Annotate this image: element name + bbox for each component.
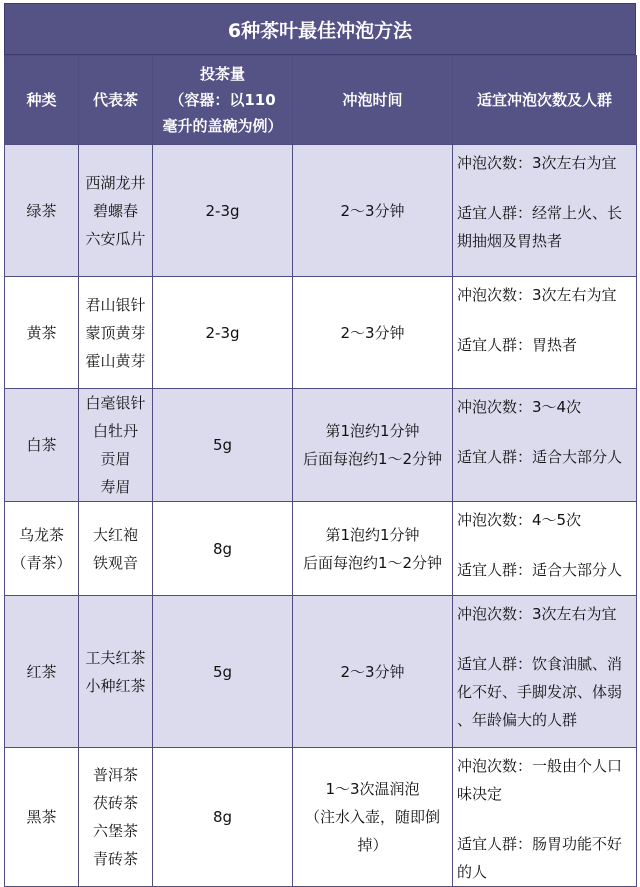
representative-tea: 六堡茶	[92, 822, 138, 840]
tea-type-cell	[5, 277, 79, 389]
table-row	[5, 596, 637, 748]
tea-type: 黄茶	[26, 323, 57, 342]
brew-time-line: 掉）	[357, 836, 388, 854]
brew-count-line: 味决定	[457, 785, 503, 803]
representative-tea: 蒙顶黄芽	[85, 323, 146, 342]
suitable-people-line: 适宜人群：肠胃功能不好	[457, 835, 623, 853]
representative-tea: 碧螺春	[92, 201, 138, 220]
header-time: 冲泡时间	[293, 56, 453, 145]
representative-tea: 铁观音	[92, 553, 138, 572]
spacer	[457, 534, 634, 556]
representative-tea: 君山银针	[85, 295, 146, 314]
tea-type: 红茶	[26, 662, 57, 681]
brew-time-line: 2～3分钟	[340, 323, 405, 342]
brew-time-cell	[293, 596, 453, 748]
table-title: 6种茶叶最佳冲泡方法	[4, 3, 636, 55]
brew-count-text	[457, 281, 634, 309]
brew-count-line: 冲泡次数：3次左右为宜	[457, 286, 617, 304]
tea-amount-cell: 5g	[153, 596, 293, 748]
header-amount-line: 投茶量	[199, 65, 245, 83]
table-row	[5, 502, 637, 596]
representative-tea: 大红袍	[92, 525, 138, 544]
brew-count-line: 冲泡次数：一般由个人口	[457, 757, 623, 775]
representative-tea: 茯砖茶	[92, 794, 138, 812]
table-row	[5, 145, 637, 277]
brew-count-line: 冲泡次数：3次左右为宜	[457, 154, 617, 172]
suitable-people-text	[457, 556, 634, 584]
tea-type: 白茶	[26, 436, 57, 454]
brew-count-text	[457, 149, 634, 177]
brew-count-line: 冲泡次数：3次左右为宜	[457, 605, 617, 623]
suitable-people-line: 适宜人群：适合大部分人	[457, 448, 623, 466]
tea-type: （青茶）	[11, 553, 72, 572]
tea-brewing-table-container	[4, 3, 636, 879]
brew-time-cell	[293, 389, 453, 502]
brew-time-line: 2～3分钟	[340, 662, 405, 681]
suitable-people-text	[457, 830, 634, 886]
representative-tea: 六安瓜片	[85, 229, 146, 248]
suitable-people-line: 、年龄偏大的人群	[457, 711, 578, 729]
brew-time-cell	[293, 145, 453, 277]
representative-tea: 小种红茶	[85, 676, 146, 695]
tea-type: 乌龙茶	[18, 525, 64, 544]
tea-type-cell	[5, 596, 79, 748]
representative-tea-cell	[79, 748, 153, 887]
table-row	[5, 389, 637, 502]
tea-amount-cell: 8g	[153, 502, 293, 596]
representative-tea-cell	[79, 596, 153, 748]
representative-tea: 普洱茶	[92, 766, 138, 784]
suitability-cell	[453, 596, 637, 748]
brew-time-cell	[293, 502, 453, 596]
suitable-people-line: 适宜人群：胃热者	[457, 336, 578, 354]
header-amount-line: （容器：以110	[169, 91, 276, 109]
suitability-cell	[453, 145, 637, 277]
brew-time-line: 后面每泡约1～2分钟	[302, 450, 443, 468]
brew-time-line: 后面每泡约1～2分钟	[302, 553, 443, 572]
brew-count-text	[457, 393, 634, 421]
suitable-people-line: 适宜人群：饮食油腻、消	[457, 655, 623, 673]
tea-amount-cell: 5g	[153, 389, 293, 502]
header-suit: 适宜冲泡次数及人群	[453, 56, 637, 145]
brew-time-line: 第1泡约1分钟	[325, 525, 420, 544]
representative-tea: 寿眉	[100, 478, 131, 496]
brew-count-line: 冲泡次数：4～5次	[457, 511, 582, 529]
representative-tea: 霍山黄芽	[85, 351, 146, 370]
representative-tea-cell	[79, 277, 153, 389]
brew-time-line: （注水入壶，随即倒	[304, 808, 440, 826]
tea-amount-cell: 2-3g	[153, 277, 293, 389]
tea-type: 绿茶	[26, 201, 57, 220]
brew-time-line: 2～3分钟	[340, 201, 405, 220]
representative-tea: 白牡丹	[92, 422, 138, 440]
representative-tea-cell	[79, 389, 153, 502]
spacer	[457, 177, 634, 199]
suitable-people-text	[457, 443, 634, 471]
tea-type-cell	[5, 145, 79, 277]
representative-tea: 工夫红茶	[85, 648, 146, 667]
tea-type-cell	[5, 389, 79, 502]
brew-count-line: 冲泡次数：3～4次	[457, 398, 582, 416]
suitable-people-line: 适宜人群：适合大部分人	[457, 561, 623, 579]
tea-amount-cell: 8g	[153, 748, 293, 887]
representative-tea-cell	[79, 502, 153, 596]
tea-type-cell	[5, 502, 79, 596]
brew-count-text	[457, 752, 634, 808]
suitable-people-line: 化不好、手脚发凉、体弱	[457, 683, 623, 701]
brew-time-line: 1～3次温润泡	[325, 780, 420, 798]
spacer	[457, 421, 634, 443]
suitable-people-text	[457, 331, 634, 359]
tea-type-cell	[5, 748, 79, 887]
suitability-cell	[453, 277, 637, 389]
representative-tea: 西湖龙井	[85, 173, 146, 192]
suitability-cell	[453, 502, 637, 596]
spacer	[457, 309, 634, 331]
suitable-people-line: 适宜人群：经常上火、长	[457, 204, 623, 222]
brew-time-cell	[293, 277, 453, 389]
header-amount	[153, 56, 293, 145]
suitability-cell	[453, 748, 637, 887]
header-tea: 代表茶	[79, 56, 153, 145]
table-row	[5, 277, 637, 389]
tea-type: 黑茶	[26, 808, 57, 826]
brew-count-text	[457, 600, 634, 628]
suitable-people-line: 期抽烟及胃热者	[457, 232, 563, 250]
suitable-people-text	[457, 650, 634, 734]
tea-amount-cell: 2-3g	[153, 145, 293, 277]
table-row	[5, 748, 637, 887]
spacer	[457, 808, 634, 830]
brew-time-line: 第1泡约1分钟	[325, 422, 420, 440]
suitable-people-text	[457, 199, 634, 255]
representative-tea: 贡眉	[100, 450, 131, 468]
brew-time-cell	[293, 748, 453, 887]
suitability-cell	[453, 389, 637, 502]
representative-tea: 白毫银针	[85, 394, 146, 412]
tea-brewing-table	[4, 55, 637, 887]
header-row	[5, 56, 637, 145]
brew-count-text	[457, 506, 634, 534]
header-amount-line: 毫升的盖碗为例）	[162, 117, 283, 135]
spacer	[457, 628, 634, 650]
header-type: 种类	[5, 56, 79, 145]
representative-tea-cell	[79, 145, 153, 277]
suitable-people-line: 的人	[457, 863, 488, 881]
representative-tea: 青砖茶	[92, 850, 138, 868]
